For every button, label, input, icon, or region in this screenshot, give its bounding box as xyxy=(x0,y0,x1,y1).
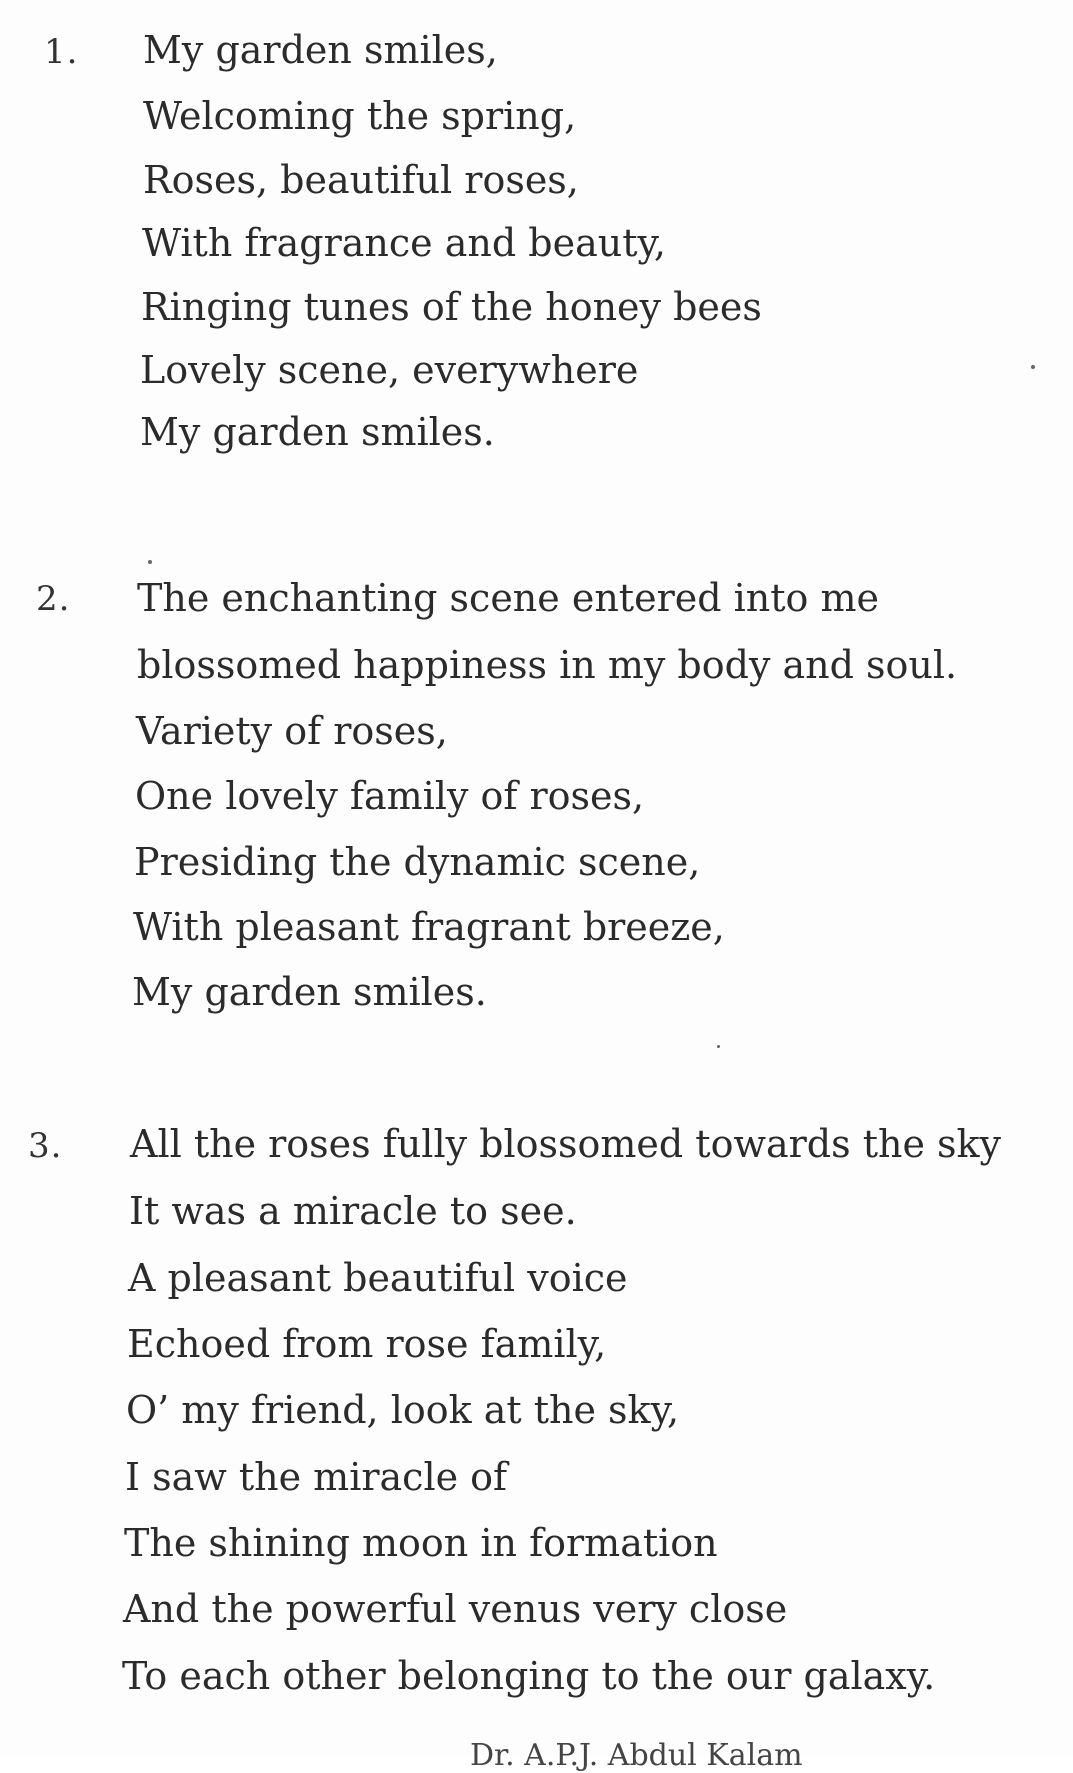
poem-line: Roses, beautiful roses, xyxy=(143,158,579,202)
poem-line: Variety of roses, xyxy=(136,709,448,753)
stanza-number-3: 3. xyxy=(28,1126,63,1166)
author-attribution-partial: Dr. A.P.J. Abdul Kalam xyxy=(470,1738,803,1773)
scan-speck xyxy=(717,1045,720,1048)
poem-line: Echoed from rose family, xyxy=(127,1322,607,1366)
stanza-number-2: 2. xyxy=(36,579,71,619)
poem-line: A pleasant beautiful voice xyxy=(128,1256,628,1300)
poem-line: All the roses fully blossomed towards the sky xyxy=(130,1122,1002,1166)
poem-line: Welcoming the spring, xyxy=(143,94,577,138)
poem-line: One lovely family of roses, xyxy=(135,774,645,818)
poem-line: Presiding the dynamic scene, xyxy=(134,840,701,884)
poem-line: My garden smiles. xyxy=(132,970,487,1014)
poem-line: And the powerful venus very close xyxy=(123,1587,788,1631)
poem-line: With pleasant fragrant breeze, xyxy=(133,905,725,949)
poem-line: My garden smiles. xyxy=(140,410,495,454)
scan-speck xyxy=(1031,365,1035,369)
poem-line: To each other belonging to the our galaxy. xyxy=(122,1654,936,1698)
poem-line: I saw the miracle of xyxy=(125,1455,508,1499)
poem-line: O’ my friend, look at the sky, xyxy=(126,1388,680,1432)
poem-line: The enchanting scene entered into me xyxy=(137,576,880,620)
poem-line: My garden smiles, xyxy=(143,28,498,72)
poem-line: Ringing tunes of the honey bees xyxy=(141,285,762,329)
scan-speck xyxy=(148,560,152,564)
poem-line: It was a miracle to see. xyxy=(129,1189,577,1233)
poem-line: The shining moon in formation xyxy=(124,1521,718,1565)
poem-line: With fragrance and beauty, xyxy=(142,221,666,265)
poem-line: Lovely scene, everywhere xyxy=(140,348,639,392)
poem-line: blossomed happiness in my body and soul. xyxy=(137,643,958,687)
stanza-number-1: 1. xyxy=(44,32,79,72)
